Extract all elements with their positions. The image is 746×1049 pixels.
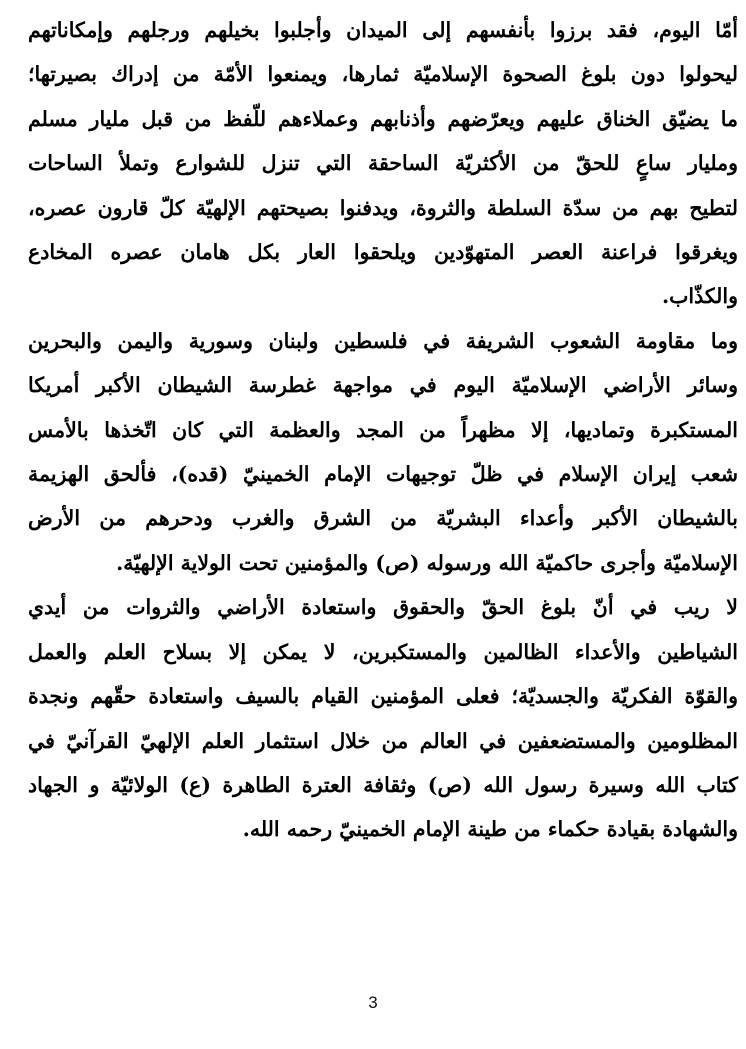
paragraph xyxy=(28,319,738,585)
page-number: 3 xyxy=(368,993,378,1012)
text-line: المظلومين والمستضعفين في العالم من خلال استثمار العلم الإلهيّ القرآنيّ في xyxy=(28,728,738,753)
text-line: أمّا اليوم، فقد برزوا بأنفسهم إلى الميدان وأجلبوا بخيلهم ورجلهم وإمكاناتهم xyxy=(28,18,738,42)
text-line: الشياطين والأعداء الظالمين والمستكبرين، لا يمكن إلا بسلاح العلم والعمل xyxy=(28,639,738,664)
text-line: ومليار ساعٍ للحقّ من الأكثريّة الساحقة التي تنزل للشوارع وتملأ الساحات xyxy=(28,151,738,176)
text-line: ويغرقوا فراعنة العصر المتهوّدين ويلحقوا العار بكل هامان عصره المخادع xyxy=(28,240,738,265)
text-line: لا ريب في أنّ بلوغ الحقّ والحقوق واستعادة الأراضي والثروات من أيدي xyxy=(28,595,738,620)
text-line: المستكبرة وتماديها، إلا مظهراً من المجد والعظمة التي كان اتّخذها بالأمس xyxy=(28,417,738,442)
text-line: والقوّة الفكريّة والجسديّة؛ فعلى المؤمنين القيام بالسيف واستعادة حقّهم ونجدة xyxy=(28,684,738,709)
text-line: شعب إيران الإسلام في ظلّ توجيهات الإمام الخمينيّ (قده)، فألحق الهزيمة xyxy=(28,462,738,487)
text-line: ليحولوا دون بلوغ الصحوة الإسلاميّة ثمارها، ويمنعوا الأمّة من إدراك بصيرتها؛ xyxy=(28,62,738,87)
text-line: والشهادة بقيادة حكماء من طينة الإمام الخمينيّ رحمه الله. xyxy=(242,817,738,842)
paragraph xyxy=(28,8,738,319)
text-line: لتطيح بهم من سدّة السلطة والثروة، ويدفنوا بصيحتهم الإلهيّة كلّ قارون عصره، xyxy=(28,195,738,220)
text-line: كتاب الله وسيرة رسول الله (ص) وثقافة العترة الطاهرة (ع) الولائيّة و الجهاد xyxy=(28,772,738,797)
paragraph xyxy=(28,585,738,851)
text-line: بالشيطان الأكبر وأعداء البشريّة من الشرق والغرب ودحرهم من الأرض xyxy=(28,506,738,531)
text-line: الإسلاميّة وأجرى حاكميّة الله ورسوله (ص) والمؤمنين تحت الولاية الإلهيّة. xyxy=(116,550,738,575)
text-line: ما يضيّق الخناق عليهم ويعرّضهم وأذنابهم وعملاءهم للّفظ من قبل مليار مسلم xyxy=(28,106,738,131)
body-text xyxy=(28,8,738,852)
text-line: وسائر الأراضي الإسلاميّة اليوم في مواجهة غطرسة الشيطان الأكبر أمريكا xyxy=(28,373,738,398)
text-line: والكذّاب. xyxy=(661,284,738,309)
text-line: وما مقاومة الشعوب الشريفة في فلسطين ولبنان وسورية واليمن والبحرين xyxy=(28,328,738,353)
